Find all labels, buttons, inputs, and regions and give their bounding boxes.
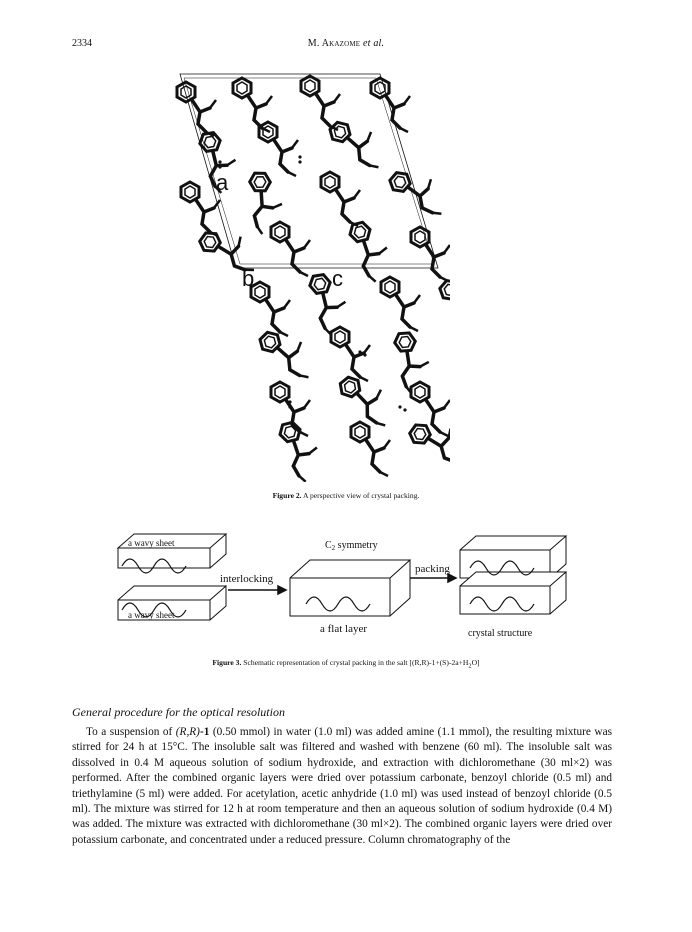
label-interlocking: interlocking: [220, 573, 274, 585]
crystal-block-bottom: [460, 572, 566, 614]
body-text-4: (0.50 mmol) in water (1.0 ml) was added amine (1.1 mmol), the resulting mixture was stirred for 24 h at 15°C. The insoluble salt was filtered and washed with benzene (60 ml). The insoluble salt was dissolved in 0.4 M aqueous solution of sodium hydroxide, and extraction with dichloromethane (30 ml×2) was performed. After the combined organic layers were dried over potassium carbonate, benzoyl chloride (0.5 ml) and triethylamine (5 ml) were added. For acetylation, acetic anhydride (1.0 ml) was used instead of benzoyl chloride (0.5 ml). The mixture was stirred for 12 h at room temperature and then an aqueous solution of sodium hydroxide (0.4 M) was added. The mixture was extracted with dichloromethane (30 ml×2). The combined organic layers were dried over potassium carbonate, and concentrated under a reduced pressure. Column chromatography of the: [72, 726, 612, 846]
packing-arrowhead: [448, 574, 456, 582]
page-number: 2334: [72, 38, 92, 49]
label-crystal-structure: crystal structure: [468, 628, 533, 639]
body-text-2: (R,R): [175, 726, 200, 738]
running-head-author: M. Akazome: [307, 38, 361, 49]
running-head: [0, 38, 692, 49]
molecule-cluster: [177, 76, 450, 482]
label-symmetry: $C_2$ symmetry: [325, 540, 378, 552]
figure-3-schematic: [110, 528, 590, 648]
flat-layer: [290, 560, 410, 616]
label-sheet-bottom: a wavy sheet: [128, 610, 175, 620]
label-flat-layer: a flat layer: [320, 623, 368, 635]
axis-label-b: b: [242, 266, 255, 291]
body-text-3: -1: [199, 726, 210, 738]
running-head-etal: et al.: [363, 38, 385, 49]
body-paragraph: [72, 725, 612, 848]
axis-label-c: c: [332, 266, 343, 291]
figure-3-caption-text: Schematic representation of crystal packing in the salt [(R,R)-1+(S)-2a+H: [241, 658, 469, 667]
body-text-1: To a suspension of: [86, 726, 176, 738]
figure-3-caption-end: O]: [471, 658, 480, 667]
figure-2-caption: [0, 491, 692, 500]
figure-2-crystal-packing: [150, 62, 450, 482]
figure-2-caption-label: Figure 2.: [272, 491, 302, 500]
figure-3-caption-label: Figure 3.: [212, 658, 242, 667]
interlocking-arrowhead: [278, 586, 286, 594]
label-packing: packing: [415, 563, 450, 575]
figure-3-caption: [0, 658, 692, 670]
figure-3-caption-sub: 2: [468, 662, 472, 670]
label-sheet-top: a wavy sheet: [128, 538, 175, 548]
section-heading: General procedure for the optical resolution: [72, 705, 285, 719]
figure-2-caption-text: A perspective view of crystal packing.: [301, 491, 420, 500]
axis-label-a: a: [216, 170, 229, 195]
